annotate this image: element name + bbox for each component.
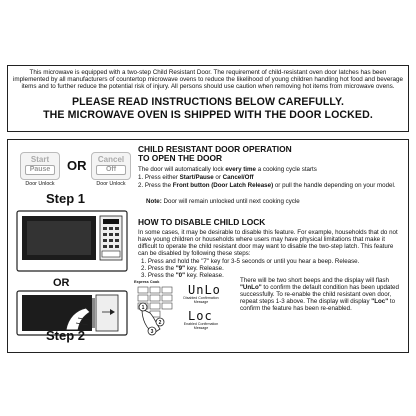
step2-text-end: or pull the handle depending on your model. bbox=[273, 182, 396, 189]
result-paragraph bbox=[240, 277, 406, 312]
loc-display: Loc bbox=[188, 309, 213, 323]
off-key-label: Off bbox=[96, 165, 126, 175]
safety-notice-box bbox=[7, 65, 409, 132]
operation-title-line1: CHILD RESISTANT DOOR OPERATION bbox=[138, 144, 292, 154]
unlo-display: UnLo bbox=[188, 283, 221, 297]
microwave-front-illustration bbox=[16, 210, 128, 272]
operation-step-2 bbox=[138, 182, 400, 189]
disable-paragraph: In some cases, it may be desirable to disable this feature. For example, households that do not have young children or households where users may have physical limitations that make it difficult to operate the child resistant door may want to disable the two-step latch. This feature can be disabled by following these steps: bbox=[138, 229, 398, 257]
note-label: Note: bbox=[146, 198, 162, 205]
step1-bold: Start/Pause bbox=[179, 174, 214, 181]
disable-step-2 bbox=[141, 265, 403, 272]
step3-pre: 3. Press the bbox=[141, 272, 176, 279]
step1-text: 1. Press either bbox=[138, 174, 180, 181]
start-key-label: Start bbox=[30, 155, 50, 164]
result-text-1: There will be two short beeps and the display will flash bbox=[240, 277, 389, 284]
unlo-caption: Disabled Confirmation Message bbox=[183, 296, 219, 304]
step1-bold2: Cancel/Off bbox=[222, 174, 254, 181]
step2-key: "9" bbox=[175, 265, 186, 272]
keypad-illustration bbox=[136, 285, 176, 337]
or-label-bottom: OR bbox=[53, 277, 70, 289]
result-text-3: to confirm the feature has been re-enabled. bbox=[240, 298, 396, 312]
operation-note bbox=[146, 198, 401, 205]
step3-post: key. Release. bbox=[185, 272, 224, 279]
step2-bold: Front button (Door Latch Release) bbox=[172, 182, 274, 189]
loc-caption: Enabled Confirmation Message bbox=[183, 322, 219, 330]
safety-notice-heading bbox=[13, 96, 403, 122]
step-1-label: Step 1 bbox=[46, 191, 86, 206]
result-text-2: to confirm the default condition has been updated successfully. To re-enable the child resistant oven door, repeat steps 1-3 above. The display will display bbox=[240, 284, 399, 305]
cancel-off-key bbox=[91, 152, 131, 180]
callout-2: 2 bbox=[158, 320, 162, 326]
express-cook-label: Express Cook bbox=[134, 280, 160, 284]
step3-key: "0" bbox=[175, 272, 186, 279]
step2-pre: 2. Press the bbox=[141, 265, 176, 272]
result-loc: "Loc" bbox=[371, 298, 389, 305]
cancel-key-caption: Door Unlock bbox=[96, 181, 126, 187]
start-pause-key bbox=[20, 152, 60, 180]
heading-line-2: THE MICROWAVE OVEN IS SHIPPED WITH THE DOOR LOCKED. bbox=[43, 108, 373, 121]
operation-title bbox=[138, 145, 292, 163]
cancel-key-label: Cancel bbox=[97, 155, 125, 164]
operation-step-1 bbox=[138, 174, 403, 181]
pause-key-label: Pause bbox=[25, 165, 55, 175]
step1-mid: or bbox=[213, 174, 223, 181]
callout-3: 3 bbox=[150, 329, 154, 335]
result-unlo: "UnLo" bbox=[240, 284, 262, 291]
step2-text: 2. Press the bbox=[138, 182, 173, 189]
or-label-top: OR bbox=[67, 158, 87, 173]
step-2-label: Step 2 bbox=[46, 328, 86, 343]
safety-notice-text: This microwave is equipped with a two-step Child Resistant Door. The requirement of child-resistant oven door latches has been implemented by all manufacturers of countertop microwave ovens to reduce the likelihood of young children handling hot food and beverage items and to further reduce the potential risk of injury. All persons should use caution when removing hot items from microwave ovens. bbox=[13, 69, 403, 91]
note-text: Door will remain unlocked until next cooking cycle bbox=[161, 198, 300, 205]
heading-line-1: PLEASE READ INSTRUCTIONS BELOW CAREFULLY. bbox=[71, 95, 345, 108]
step2-post: key. Release. bbox=[185, 265, 224, 272]
disable-title: HOW TO DISABLE CHILD LOCK bbox=[138, 217, 266, 227]
intro-text: The door will automatically lock bbox=[138, 166, 226, 173]
intro-text-end: a cooking cycle starts bbox=[255, 166, 317, 173]
start-key-caption: Door Unlock bbox=[25, 181, 55, 187]
disable-step-1: 1. Press and hold the "7" key for 3-5 seconds or until you hear a beep. Release. bbox=[141, 258, 360, 265]
operation-intro bbox=[138, 166, 403, 173]
operation-title-line2: TO OPEN THE DOOR bbox=[138, 153, 223, 163]
intro-bold: every time bbox=[225, 166, 256, 173]
callout-1: 1 bbox=[141, 305, 145, 311]
disable-steps bbox=[141, 258, 403, 279]
